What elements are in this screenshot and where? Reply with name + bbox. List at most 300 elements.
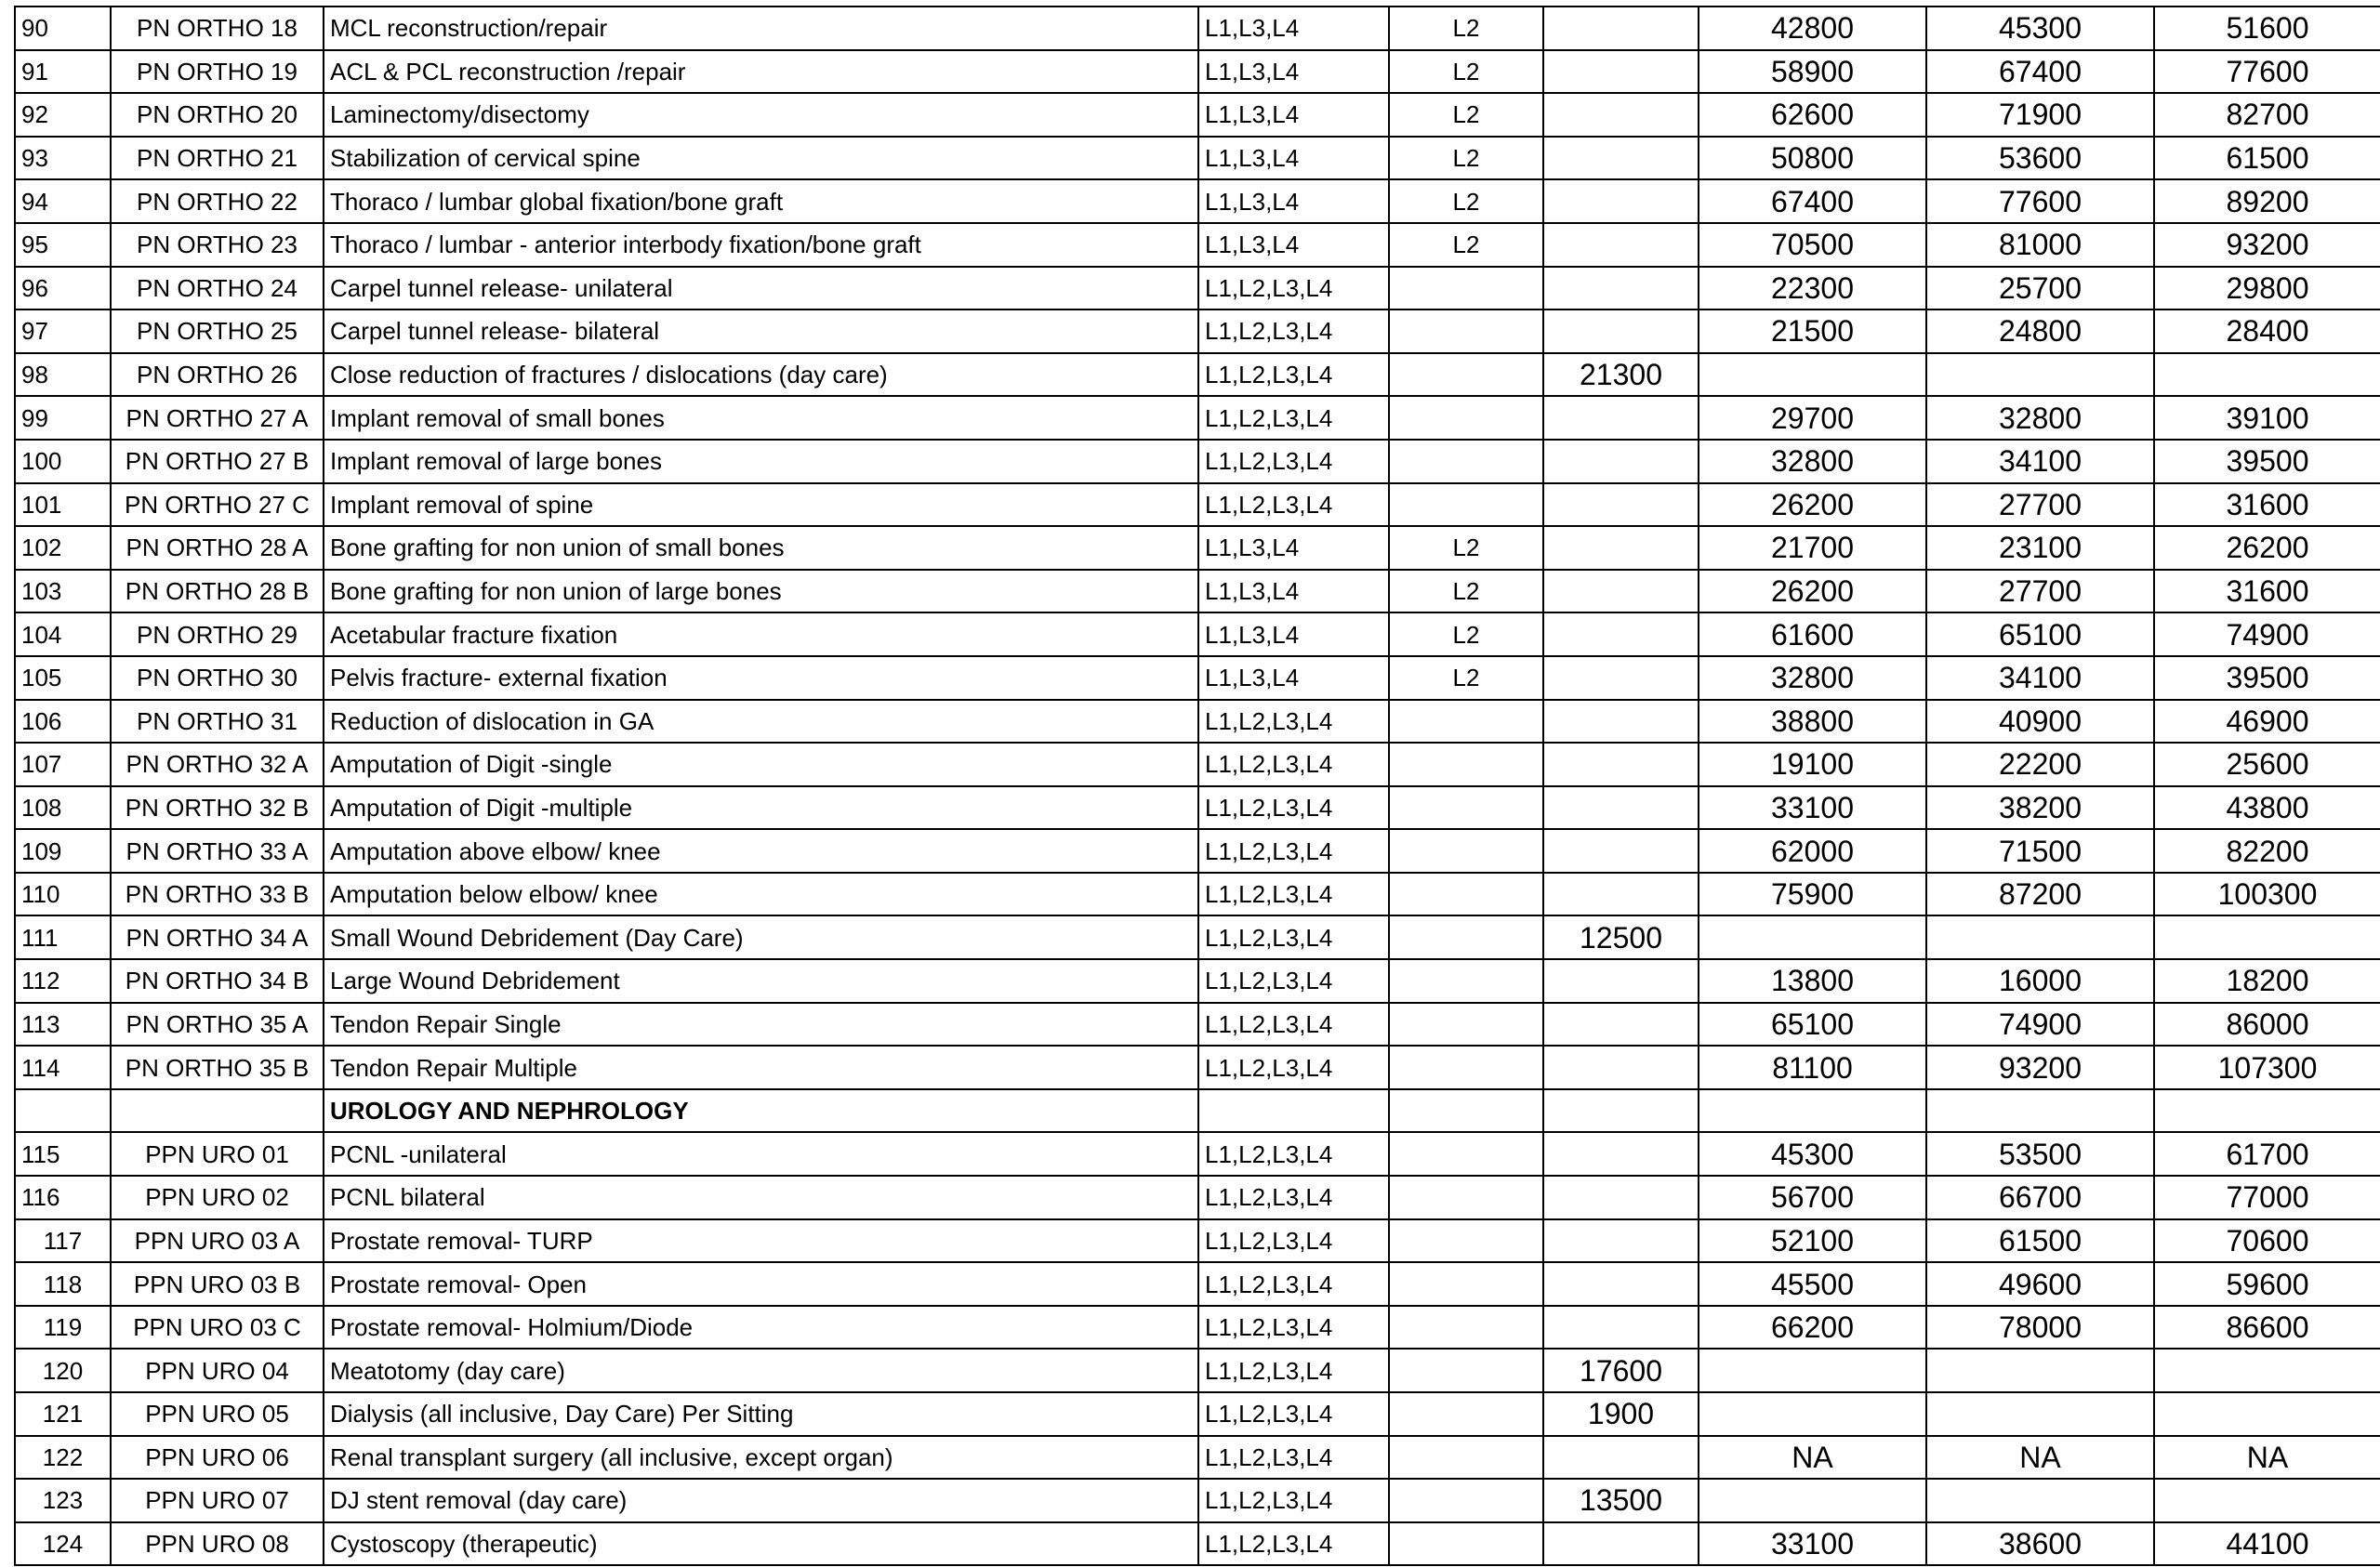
rate-3-cell: 46900 — [2154, 700, 2380, 744]
rate-1-cell — [1699, 1089, 1926, 1133]
table-row — [15, 353, 2380, 397]
table-row — [15, 700, 2380, 744]
procedure-code-cell: PN ORTHO 32 A — [111, 743, 324, 786]
table-body — [15, 7, 2380, 1565]
rate-1-cell: 62600 — [1699, 93, 1926, 137]
level-l2-cell: L2 — [1389, 137, 1543, 180]
table-row — [15, 50, 2380, 94]
serial-number-cell: 94 — [15, 179, 111, 223]
procedure-code-cell: PN ORTHO 19 — [111, 50, 324, 94]
serial-number-cell: 120 — [15, 1349, 111, 1392]
procedure-name-cell: Large Wound Debridement — [324, 959, 1198, 1003]
hospital-levels-cell: L1,L3,L4 — [1198, 570, 1389, 613]
serial-number-cell: 114 — [15, 1046, 111, 1089]
level-l2-cell — [1389, 1479, 1543, 1522]
procedure-name-cell: Amputation above elbow/ knee — [324, 829, 1198, 873]
daycare-rate-cell — [1543, 1522, 1699, 1566]
procedure-name-cell: DJ stent removal (day care) — [324, 1479, 1198, 1522]
level-l2-cell — [1389, 959, 1543, 1003]
table-row — [15, 1349, 2380, 1392]
serial-number-cell: 99 — [15, 396, 111, 440]
level-l2-cell — [1389, 1132, 1543, 1176]
procedure-name-cell: Acetabular fracture fixation — [324, 612, 1198, 656]
serial-number-cell: 97 — [15, 309, 111, 353]
rate-1-cell — [1699, 353, 1926, 397]
rate-1-cell: 58900 — [1699, 50, 1926, 94]
level-l2-cell — [1389, 483, 1543, 527]
procedure-name-cell: Cystoscopy (therapeutic) — [324, 1522, 1198, 1566]
rate-3-cell — [2154, 1089, 2380, 1133]
rate-3-cell: 70600 — [2154, 1219, 2380, 1263]
serial-number-cell: 91 — [15, 50, 111, 94]
table-row — [15, 743, 2380, 786]
serial-number-cell: 111 — [15, 915, 111, 959]
procedure-code-cell: PN ORTHO 33 A — [111, 829, 324, 873]
hospital-levels-cell: L1,L2,L3,L4 — [1198, 1262, 1389, 1306]
procedure-name-cell: Small Wound Debridement (Day Care) — [324, 915, 1198, 959]
level-l2-cell: L2 — [1389, 570, 1543, 613]
serial-number-cell: 110 — [15, 873, 111, 916]
rate-3-cell: 82700 — [2154, 93, 2380, 137]
rate-3-cell: 31600 — [2154, 570, 2380, 613]
rate-1-cell: 26200 — [1699, 570, 1926, 613]
rate-2-cell: 77600 — [1926, 179, 2154, 223]
hospital-levels-cell: L1,L3,L4 — [1198, 526, 1389, 570]
daycare-rate-cell — [1543, 1436, 1699, 1480]
hospital-levels-cell: L1,L3,L4 — [1198, 612, 1389, 656]
rate-2-cell: 27700 — [1926, 483, 2154, 527]
serial-number-cell: 106 — [15, 700, 111, 744]
hospital-levels-cell: L1,L2,L3,L4 — [1198, 786, 1389, 830]
table-row — [15, 1003, 2380, 1047]
rate-1-cell: 61600 — [1699, 612, 1926, 656]
table-row — [15, 656, 2380, 700]
serial-number-cell: 109 — [15, 829, 111, 873]
daycare-rate-cell — [1543, 137, 1699, 180]
procedure-code-cell: PN ORTHO 31 — [111, 700, 324, 744]
serial-number-cell: 108 — [15, 786, 111, 830]
serial-number-cell: 92 — [15, 93, 111, 137]
rate-1-cell: 42800 — [1699, 7, 1926, 50]
serial-number-cell — [15, 1089, 111, 1133]
rate-1-cell: 19100 — [1699, 743, 1926, 786]
rate-2-cell: 53500 — [1926, 1132, 2154, 1176]
rate-3-cell — [2154, 1392, 2380, 1436]
procedure-name-cell: MCL reconstruction/repair — [324, 7, 1198, 50]
rate-1-cell: 56700 — [1699, 1176, 1926, 1219]
procedure-name-cell: Stabilization of cervical spine — [324, 137, 1198, 180]
rate-2-cell: 87200 — [1926, 873, 2154, 916]
daycare-rate-cell — [1543, 786, 1699, 830]
procedure-name-cell: Meatotomy (day care) — [324, 1349, 1198, 1392]
table-row — [15, 7, 2380, 50]
level-l2-cell — [1389, 1176, 1543, 1219]
procedure-code-cell: PPN URO 08 — [111, 1522, 324, 1566]
hospital-levels-cell: L1,L2,L3,L4 — [1198, 1479, 1389, 1522]
level-l2-cell — [1389, 1003, 1543, 1047]
rate-2-cell — [1926, 1479, 2154, 1522]
procedure-name-cell: Prostate removal- Holmium/Diode — [324, 1306, 1198, 1350]
rate-1-cell — [1699, 915, 1926, 959]
table-row — [15, 1132, 2380, 1176]
rate-3-cell: 82200 — [2154, 829, 2380, 873]
serial-number-cell: 107 — [15, 743, 111, 786]
procedure-name-cell: Dialysis (all inclusive, Day Care) Per Sitting — [324, 1392, 1198, 1436]
level-l2-cell — [1389, 309, 1543, 353]
rate-3-cell: 86600 — [2154, 1306, 2380, 1350]
rate-2-cell — [1926, 353, 2154, 397]
rate-3-cell: 26200 — [2154, 526, 2380, 570]
rate-3-cell: 61500 — [2154, 137, 2380, 180]
table-row — [15, 440, 2380, 483]
procedure-name-cell: Tendon Repair Single — [324, 1003, 1198, 1047]
rate-2-cell: 53600 — [1926, 137, 2154, 180]
level-l2-cell: L2 — [1389, 7, 1543, 50]
hospital-levels-cell: L1,L2,L3,L4 — [1198, 700, 1389, 744]
hospital-levels-cell: L1,L2,L3,L4 — [1198, 1132, 1389, 1176]
hospital-levels-cell: L1,L3,L4 — [1198, 137, 1389, 180]
hospital-levels-cell: L1,L2,L3,L4 — [1198, 1436, 1389, 1480]
procedure-code-cell: PN ORTHO 21 — [111, 137, 324, 180]
hospital-levels-cell: L1,L2,L3,L4 — [1198, 396, 1389, 440]
level-l2-cell: L2 — [1389, 93, 1543, 137]
rate-3-cell: 61700 — [2154, 1132, 2380, 1176]
rate-1-cell — [1699, 1479, 1926, 1522]
section-title: UROLOGY AND NEPHROLOGY — [324, 1089, 1198, 1133]
serial-number-cell: 119 — [15, 1306, 111, 1350]
serial-number-cell: 116 — [15, 1176, 111, 1219]
daycare-rate-cell — [1543, 1219, 1699, 1263]
rate-1-cell: 33100 — [1699, 1522, 1926, 1566]
hospital-levels-cell: L1,L2,L3,L4 — [1198, 267, 1389, 310]
rate-2-cell: 38200 — [1926, 786, 2154, 830]
level-l2-cell: L2 — [1389, 50, 1543, 94]
daycare-rate-cell — [1543, 483, 1699, 527]
serial-number-cell: 90 — [15, 7, 111, 50]
rate-2-cell: 67400 — [1926, 50, 2154, 94]
table-row — [15, 873, 2380, 916]
rate-2-cell: 24800 — [1926, 309, 2154, 353]
rate-1-cell: 21700 — [1699, 526, 1926, 570]
procedure-code-cell: PPN URO 03 B — [111, 1262, 324, 1306]
rate-2-cell: 49600 — [1926, 1262, 2154, 1306]
procedure-name-cell: Close reduction of fractures / dislocations (day care) — [324, 353, 1198, 397]
rate-2-cell — [1926, 1349, 2154, 1392]
daycare-rate-cell — [1543, 50, 1699, 94]
level-l2-cell: L2 — [1389, 223, 1543, 267]
rate-3-cell: 28400 — [2154, 309, 2380, 353]
table-row — [15, 786, 2380, 830]
daycare-rate-cell — [1543, 179, 1699, 223]
rate-1-cell: 62000 — [1699, 829, 1926, 873]
rate-1-cell: 29700 — [1699, 396, 1926, 440]
rate-2-cell: 61500 — [1926, 1219, 2154, 1263]
table-row — [15, 1046, 2380, 1089]
level-l2-cell: L2 — [1389, 612, 1543, 656]
daycare-rate-cell — [1543, 1262, 1699, 1306]
rate-3-cell: 86000 — [2154, 1003, 2380, 1047]
level-l2-cell: L2 — [1389, 179, 1543, 223]
rate-3-cell: 43800 — [2154, 786, 2380, 830]
table-row — [15, 526, 2380, 570]
daycare-rate-cell — [1543, 1132, 1699, 1176]
procedure-code-cell: PPN URO 06 — [111, 1436, 324, 1480]
level-l2-cell — [1389, 396, 1543, 440]
rate-2-cell: 23100 — [1926, 526, 2154, 570]
daycare-rate-cell: 21300 — [1543, 353, 1699, 397]
hospital-levels-cell: L1,L2,L3,L4 — [1198, 959, 1389, 1003]
daycare-rate-cell — [1543, 700, 1699, 744]
procedure-code-cell — [111, 1089, 324, 1133]
table-row — [15, 1522, 2380, 1566]
procedure-code-cell: PN ORTHO 20 — [111, 93, 324, 137]
serial-number-cell: 118 — [15, 1262, 111, 1306]
rates-table — [14, 6, 2380, 1566]
rate-1-cell: 66200 — [1699, 1306, 1926, 1350]
table-row — [15, 309, 2380, 353]
table-row — [15, 1176, 2380, 1219]
hospital-levels-cell: L1,L3,L4 — [1198, 93, 1389, 137]
daycare-rate-cell — [1543, 873, 1699, 916]
procedure-name-cell: Thoraco / lumbar global fixation/bone graft — [324, 179, 1198, 223]
rate-1-cell: 21500 — [1699, 309, 1926, 353]
daycare-rate-cell: 1900 — [1543, 1392, 1699, 1436]
hospital-levels-cell: L1,L2,L3,L4 — [1198, 309, 1389, 353]
hospital-levels-cell: L1,L2,L3,L4 — [1198, 873, 1389, 916]
level-l2-cell — [1389, 1089, 1543, 1133]
daycare-rate-cell — [1543, 1176, 1699, 1219]
rate-3-cell — [2154, 1349, 2380, 1392]
table-row — [15, 1436, 2380, 1480]
serial-number-cell: 93 — [15, 137, 111, 180]
procedure-name-cell: PCNL -unilateral — [324, 1132, 1198, 1176]
rate-3-cell: 77000 — [2154, 1176, 2380, 1219]
rate-3-cell: 31600 — [2154, 483, 2380, 527]
procedure-name-cell: Reduction of dislocation in GA — [324, 700, 1198, 744]
rate-1-cell: 22300 — [1699, 267, 1926, 310]
procedure-name-cell: ACL & PCL reconstruction /repair — [324, 50, 1198, 94]
table-row — [15, 137, 2380, 180]
rate-2-cell — [1926, 1089, 2154, 1133]
level-l2-cell — [1389, 786, 1543, 830]
rate-2-cell: 40900 — [1926, 700, 2154, 744]
serial-number-cell: 101 — [15, 483, 111, 527]
procedure-name-cell: Thoraco / lumbar - anterior interbody fixation/bone graft — [324, 223, 1198, 267]
level-l2-cell — [1389, 700, 1543, 744]
daycare-rate-cell — [1543, 1306, 1699, 1350]
daycare-rate-cell — [1543, 396, 1699, 440]
rate-3-cell: 25600 — [2154, 743, 2380, 786]
hospital-levels-cell: L1,L2,L3,L4 — [1198, 440, 1389, 483]
rate-3-cell — [2154, 353, 2380, 397]
rate-1-cell: 32800 — [1699, 656, 1926, 700]
rate-2-cell — [1926, 1392, 2154, 1436]
level-l2-cell — [1389, 1046, 1543, 1089]
level-l2-cell — [1389, 829, 1543, 873]
procedure-code-cell: PN ORTHO 34 B — [111, 959, 324, 1003]
procedure-code-cell: PPN URO 02 — [111, 1176, 324, 1219]
procedure-code-cell: PPN URO 07 — [111, 1479, 324, 1522]
level-l2-cell — [1389, 873, 1543, 916]
rate-2-cell: 65100 — [1926, 612, 2154, 656]
procedure-name-cell: Implant removal of spine — [324, 483, 1198, 527]
procedure-code-cell: PN ORTHO 28 A — [111, 526, 324, 570]
procedure-code-cell: PN ORTHO 23 — [111, 223, 324, 267]
serial-number-cell: 102 — [15, 526, 111, 570]
rate-1-cell: NA — [1699, 1436, 1926, 1480]
rate-3-cell: 89200 — [2154, 179, 2380, 223]
procedure-code-cell: PN ORTHO 27 A — [111, 396, 324, 440]
daycare-rate-cell — [1543, 7, 1699, 50]
procedure-name-cell: Implant removal of large bones — [324, 440, 1198, 483]
rate-1-cell: 65100 — [1699, 1003, 1926, 1047]
rate-2-cell: 38600 — [1926, 1522, 2154, 1566]
level-l2-cell — [1389, 1262, 1543, 1306]
serial-number-cell: 115 — [15, 1132, 111, 1176]
rate-1-cell: 32800 — [1699, 440, 1926, 483]
procedure-name-cell: PCNL bilateral — [324, 1176, 1198, 1219]
procedure-name-cell: Amputation of Digit -multiple — [324, 786, 1198, 830]
procedure-code-cell: PN ORTHO 30 — [111, 656, 324, 700]
table-row — [15, 570, 2380, 613]
rate-1-cell: 38800 — [1699, 700, 1926, 744]
rate-1-cell: 26200 — [1699, 483, 1926, 527]
daycare-rate-cell: 13500 — [1543, 1479, 1699, 1522]
rate-3-cell: 39500 — [2154, 440, 2380, 483]
rate-3-cell: 39100 — [2154, 396, 2380, 440]
daycare-rate-cell — [1543, 440, 1699, 483]
procedure-code-cell: PPN URO 01 — [111, 1132, 324, 1176]
rate-3-cell: 77600 — [2154, 50, 2380, 94]
level-l2-cell — [1389, 1349, 1543, 1392]
table-row — [15, 93, 2380, 137]
procedure-name-cell: Carpel tunnel release- bilateral — [324, 309, 1198, 353]
level-l2-cell — [1389, 1436, 1543, 1480]
rate-3-cell — [2154, 1479, 2380, 1522]
daycare-rate-cell — [1543, 1089, 1699, 1133]
table-row — [15, 959, 2380, 1003]
hospital-levels-cell: L1,L3,L4 — [1198, 7, 1389, 50]
hospital-levels-cell: L1,L2,L3,L4 — [1198, 743, 1389, 786]
procedure-code-cell: PPN URO 04 — [111, 1349, 324, 1392]
daycare-rate-cell: 12500 — [1543, 915, 1699, 959]
serial-number-cell: 124 — [15, 1522, 111, 1566]
level-l2-cell — [1389, 915, 1543, 959]
level-l2-cell — [1389, 743, 1543, 786]
rate-3-cell: 93200 — [2154, 223, 2380, 267]
rate-3-cell: 44100 — [2154, 1522, 2380, 1566]
procedure-name-cell: Pelvis fracture- external fixation — [324, 656, 1198, 700]
serial-number-cell: 123 — [15, 1479, 111, 1522]
serial-number-cell: 112 — [15, 959, 111, 1003]
hospital-levels-cell: L1,L2,L3,L4 — [1198, 1392, 1389, 1436]
daycare-rate-cell — [1543, 1046, 1699, 1089]
rate-3-cell: 29800 — [2154, 267, 2380, 310]
rate-2-cell: 66700 — [1926, 1176, 2154, 1219]
table-row — [15, 179, 2380, 223]
hospital-levels-cell: L1,L2,L3,L4 — [1198, 1176, 1389, 1219]
rate-1-cell: 13800 — [1699, 959, 1926, 1003]
procedure-code-cell: PPN URO 03 C — [111, 1306, 324, 1350]
procedure-code-cell: PN ORTHO 35 A — [111, 1003, 324, 1047]
serial-number-cell: 104 — [15, 612, 111, 656]
hospital-levels-cell: L1,L2,L3,L4 — [1198, 1306, 1389, 1350]
hospital-levels-cell: L1,L2,L3,L4 — [1198, 1003, 1389, 1047]
serial-number-cell: 113 — [15, 1003, 111, 1047]
procedure-code-cell: PN ORTHO 24 — [111, 267, 324, 310]
rate-2-cell: 71900 — [1926, 93, 2154, 137]
rate-2-cell: NA — [1926, 1436, 2154, 1480]
hospital-levels-cell: L1,L2,L3,L4 — [1198, 915, 1389, 959]
rate-1-cell: 75900 — [1699, 873, 1926, 916]
table-row — [15, 1479, 2380, 1522]
rate-2-cell: 34100 — [1926, 440, 2154, 483]
rate-3-cell: 74900 — [2154, 612, 2380, 656]
procedure-code-cell: PN ORTHO 33 B — [111, 873, 324, 916]
rate-3-cell — [2154, 915, 2380, 959]
hospital-levels-cell: L1,L3,L4 — [1198, 223, 1389, 267]
procedure-name-cell: Amputation below elbow/ knee — [324, 873, 1198, 916]
serial-number-cell: 122 — [15, 1436, 111, 1480]
table-row — [15, 267, 2380, 310]
daycare-rate-cell: 17600 — [1543, 1349, 1699, 1392]
procedure-code-cell: PN ORTHO 34 A — [111, 915, 324, 959]
daycare-rate-cell — [1543, 223, 1699, 267]
procedure-name-cell: Tendon Repair Multiple — [324, 1046, 1198, 1089]
procedure-code-cell: PN ORTHO 26 — [111, 353, 324, 397]
table-row — [15, 1219, 2380, 1263]
rate-1-cell — [1699, 1349, 1926, 1392]
procedure-code-cell: PN ORTHO 27 C — [111, 483, 324, 527]
daycare-rate-cell — [1543, 570, 1699, 613]
daycare-rate-cell — [1543, 93, 1699, 137]
rate-2-cell: 93200 — [1926, 1046, 2154, 1089]
table-row — [15, 1392, 2380, 1436]
hospital-levels-cell: L1,L3,L4 — [1198, 179, 1389, 223]
procedure-name-cell: Amputation of Digit -single — [324, 743, 1198, 786]
level-l2-cell — [1389, 267, 1543, 310]
procedure-code-cell: PN ORTHO 25 — [111, 309, 324, 353]
rate-3-cell: 18200 — [2154, 959, 2380, 1003]
rate-3-cell: 100300 — [2154, 873, 2380, 916]
level-l2-cell — [1389, 1522, 1543, 1566]
table-row — [15, 396, 2380, 440]
serial-number-cell: 103 — [15, 570, 111, 613]
serial-number-cell: 100 — [15, 440, 111, 483]
rate-1-cell: 45500 — [1699, 1262, 1926, 1306]
procedure-code-cell: PN ORTHO 22 — [111, 179, 324, 223]
table-row — [15, 915, 2380, 959]
rate-2-cell: 34100 — [1926, 656, 2154, 700]
rate-2-cell: 74900 — [1926, 1003, 2154, 1047]
procedure-code-cell: PN ORTHO 18 — [111, 7, 324, 50]
rate-1-cell: 45300 — [1699, 1132, 1926, 1176]
rate-2-cell: 16000 — [1926, 959, 2154, 1003]
hospital-levels-cell: L1,L2,L3,L4 — [1198, 1349, 1389, 1392]
rate-2-cell: 22200 — [1926, 743, 2154, 786]
hospital-levels-cell: L1,L2,L3,L4 — [1198, 1522, 1389, 1566]
procedure-name-cell: Renal transplant surgery (all inclusive, except organ) — [324, 1436, 1198, 1480]
rate-1-cell: 81100 — [1699, 1046, 1926, 1089]
procedure-code-cell: PN ORTHO 32 B — [111, 786, 324, 830]
rate-2-cell: 78000 — [1926, 1306, 2154, 1350]
procedure-name-cell: Prostate removal- Open — [324, 1262, 1198, 1306]
serial-number-cell: 121 — [15, 1392, 111, 1436]
level-l2-cell: L2 — [1389, 526, 1543, 570]
daycare-rate-cell — [1543, 959, 1699, 1003]
procedure-code-cell: PN ORTHO 35 B — [111, 1046, 324, 1089]
procedure-code-cell: PPN URO 05 — [111, 1392, 324, 1436]
